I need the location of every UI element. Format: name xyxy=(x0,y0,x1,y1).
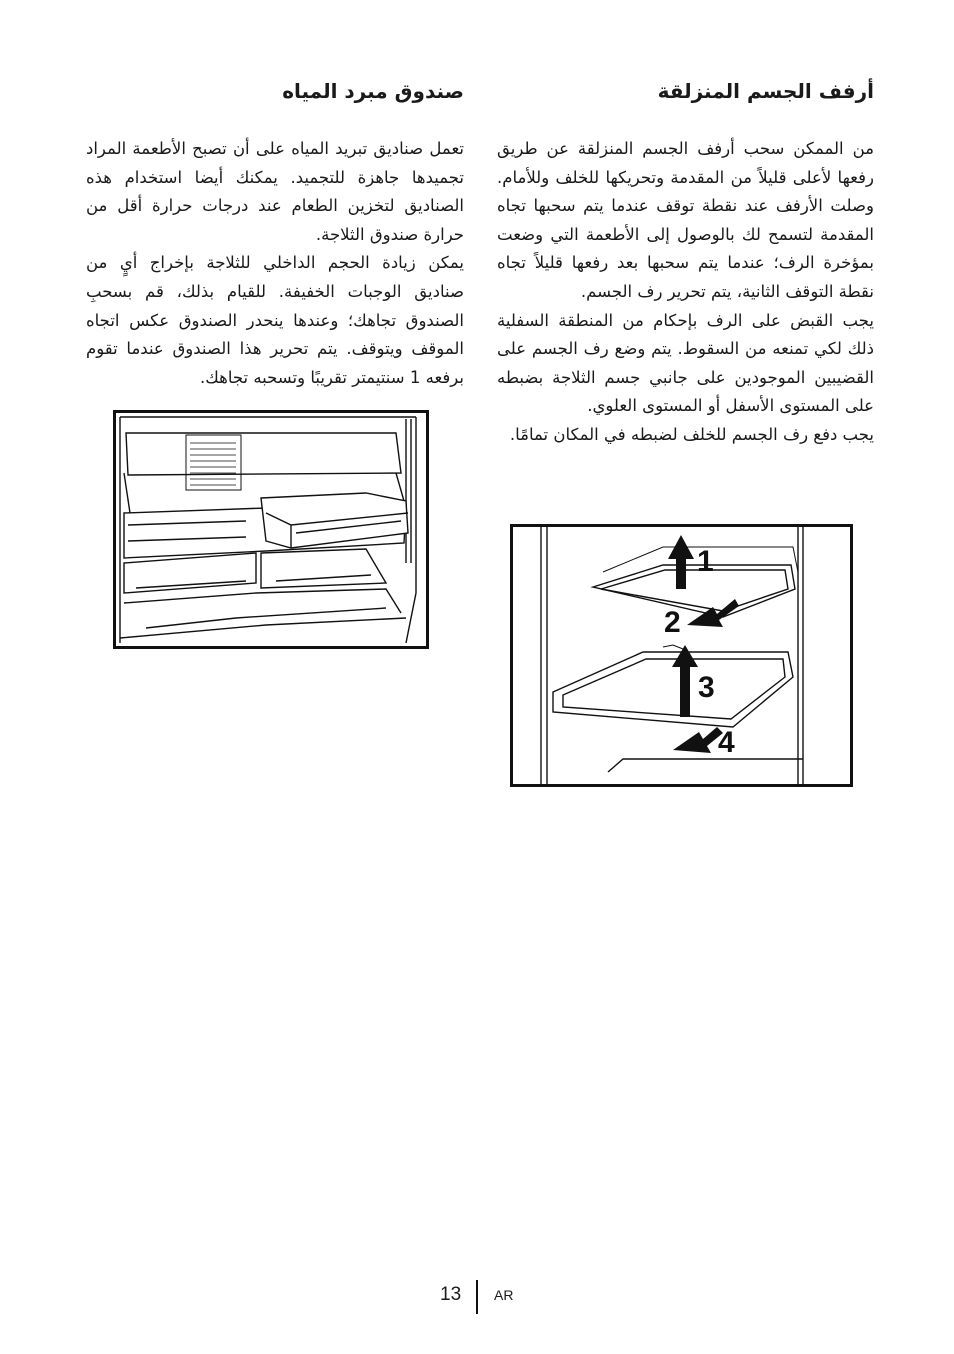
chiller-paragraph-1: تعمل صناديق تبريد المياه على أن تصبح الأطعمة المراد تجميدها جاهزة للتجميد. يمكنك أيضا استخدام هذه الصناديق لتخزين الطعام عند درجات حرارة أقل من حرارة صندوق الثلاجة. xyxy=(86,139,464,244)
chiller-paragraph-2: يمكن زيادة الحجم الداخلي للثلاجة بإخراج أيٍ من صناديق الوجبات الخفيفة. للقيام بذلك، قم بسحبِ الصندوق تجاهك؛ وعندها ينحدر الصندوق عكس اتجاه الموقف ويتوقف. يتم تحرير هذا الصندوق عندما تقوم برفعه 1 سنتيمتر تقريبًا وتسحبه تجاهك. xyxy=(86,253,464,387)
fridge-interior-drawing xyxy=(116,413,426,646)
step-label-1: 1 xyxy=(697,545,714,578)
footer-divider xyxy=(476,1280,478,1314)
shelves-paragraph-2: يجب القبض على الرف بإحكام من المنطقة السفلية ذلك لكي تمنعه من السقوط. يتم وضع رف الجسم على القضيبين الموجودين على جانبي جسم الثلاجة بضبطه على المستوى الأسفل أو المستوى العلوي. xyxy=(497,310,874,416)
shelf-steps-drawing xyxy=(513,527,850,784)
step-label-4: 4 xyxy=(718,726,735,759)
language-code: AR xyxy=(494,1287,514,1303)
page-number: 13 xyxy=(440,1284,462,1305)
chiller-drawer-illustration xyxy=(113,410,429,649)
shelves-paragraph-1: من الممكن سحب أرفف الجسم المنزلقة عن طريق رفعها لأعلى قليلاً من المقدمة وتحريكها للخلف وللأمام. وصلت الأرفف عند نقطة توقف عندما يتم سحبها تجاه المقدمة لتسمح لك بالوصول إلى الأطعمة التي وضعت بمؤخرة الرف؛ عندما يتم سحبها بعد رفعها قليلاً تجاه نقطة التوقف الثانية، يتم تحرير رف الجسم. xyxy=(497,139,874,301)
step-label-2: 2 xyxy=(664,606,681,639)
shelves-paragraph-3: يجب دفع رف الجسم للخلف لضبطه في المكان تمامًا. xyxy=(509,424,874,444)
section-title-shelves: أرفف الجسم المنزلقة xyxy=(657,79,874,103)
water-chiller-section xyxy=(86,78,464,392)
shelves-section xyxy=(497,78,874,450)
shelf-removal-illustration xyxy=(510,524,853,787)
step-label-3: 3 xyxy=(698,671,715,704)
section-title-water-chiller: صندوق مبرد المياه xyxy=(282,79,464,103)
